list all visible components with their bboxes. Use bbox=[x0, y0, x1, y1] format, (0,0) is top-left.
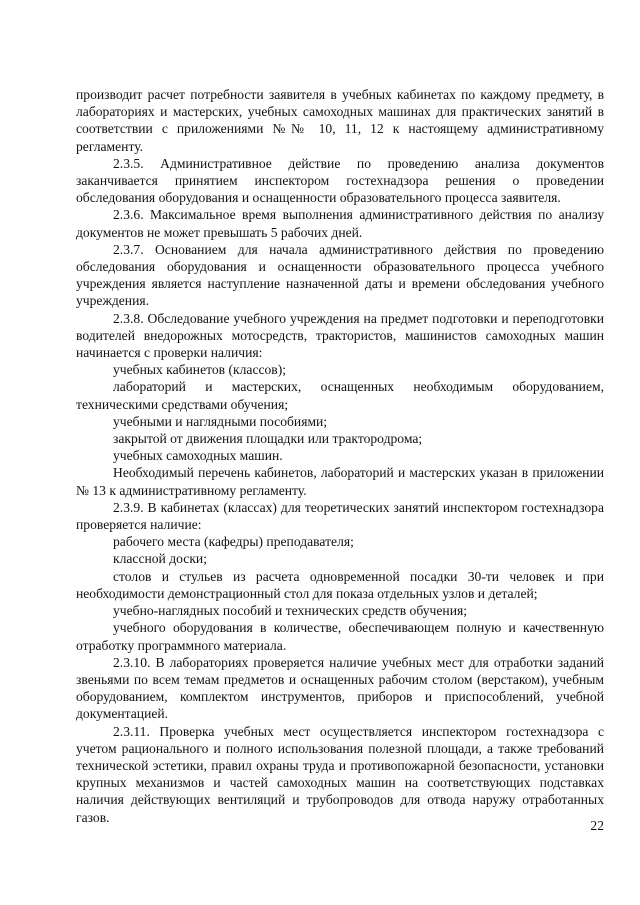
paragraph-2-3-11: 2.3.11. Проверка учебных мест осуществляется инспектором гостехнадзора с учетом рационального и полного использования полезной площади, а также требований технической эстетики, правил охраны труда и противопожарной безопасности, установки крупных механизмов и частей самоходных машин на соответствующих подставках наличия действующих вентиляций и трубопроводов для отвода наружу отработанных газов. bbox=[76, 723, 604, 825]
list-item-classrooms: учебных кабинетов (классов); bbox=[113, 362, 287, 378]
list-item-blackboard: классной доски; bbox=[113, 551, 207, 567]
page-number: 22 bbox=[590, 818, 604, 833]
paragraph-2-3-10: 2.3.10. В лабораториях проверяется наличие учебных мест для отработки заданий звеньями по всем темам предметов и оснащенных рабочим столом (верстаком), учебным оборудованием, комплектом инструментов, приборов и приспособлений, учебной документацией. bbox=[76, 654, 604, 722]
list-item-training-ground: закрытой от движения площадки или трактородрома; bbox=[113, 431, 423, 447]
paragraph-2-3-5: 2.3.5. Административное действие по проведению анализа документов заканчивается принятием инспектором гостехнадзора решения о проведении обследования оборудования и оснащенности образовательного процесса заявителя. bbox=[76, 155, 604, 206]
paragraph-2-3-8: 2.3.8. Обследование учебного учреждения на предмет подготовки и переподготовки водителей внедорожных мотосредств, трактористов, машинистов самоходных машин начинается с проверки наличия: bbox=[76, 310, 604, 361]
list-item-teaching-aids: учебными и наглядными пособиями; bbox=[113, 413, 328, 429]
paragraph-list-note: Необходимый перечень кабинетов, лабораторий и мастерских указан в приложении № 13 к административному регламенту. bbox=[76, 465, 604, 498]
paragraph-2-3-6: 2.3.6. Максимальное время выполнения административного действия по анализу документов не может превышать 5 рабочих дней. bbox=[76, 207, 604, 240]
list-item-laboratories: лабораторий и мастерских, оснащенных необходимым оборудованием, техническими средствами обучения; bbox=[76, 379, 604, 412]
document-body bbox=[76, 86, 604, 826]
list-item-machines: учебных самоходных машин. bbox=[113, 448, 283, 464]
paragraph-2-3-9: 2.3.9. В кабинетах (классах) для теоретических занятий инспектором гостехнадзора проверяется наличие: bbox=[76, 499, 604, 533]
list-item-teacher-desk: рабочего места (кафедры) преподавателя; bbox=[113, 534, 354, 550]
list-item-desks-chairs: столов и стульев из расчета одновременной посадки 30-ти человек и при необходимости демонстрационный стол для показа отдельных узлов и деталей; bbox=[76, 568, 604, 601]
list-item-visual-aids: учебно-наглядных пособий и технических средств обучения; bbox=[113, 603, 468, 619]
list-item-equipment: учебного оборудования в количестве, обеспечивающем полную и качественную отработку программного материала. bbox=[76, 620, 604, 653]
paragraph-2-3-7: 2.3.7. Основанием для начала административного действия по проведению обследования оборудования и оснащенности образовательного процесса учебного учреждения является наступление назначенной даты и времени обследования учебного учреждения. bbox=[76, 241, 604, 309]
paragraph-continuation: производит расчет потребности заявителя в учебных кабинетах по каждому предмету, в лабораториях и мастерских, учебных самоходных машинах для практических занятий в соответствии с приложениями №№ 10, 11, 12 к настоящему административному регламенту. bbox=[76, 87, 604, 154]
